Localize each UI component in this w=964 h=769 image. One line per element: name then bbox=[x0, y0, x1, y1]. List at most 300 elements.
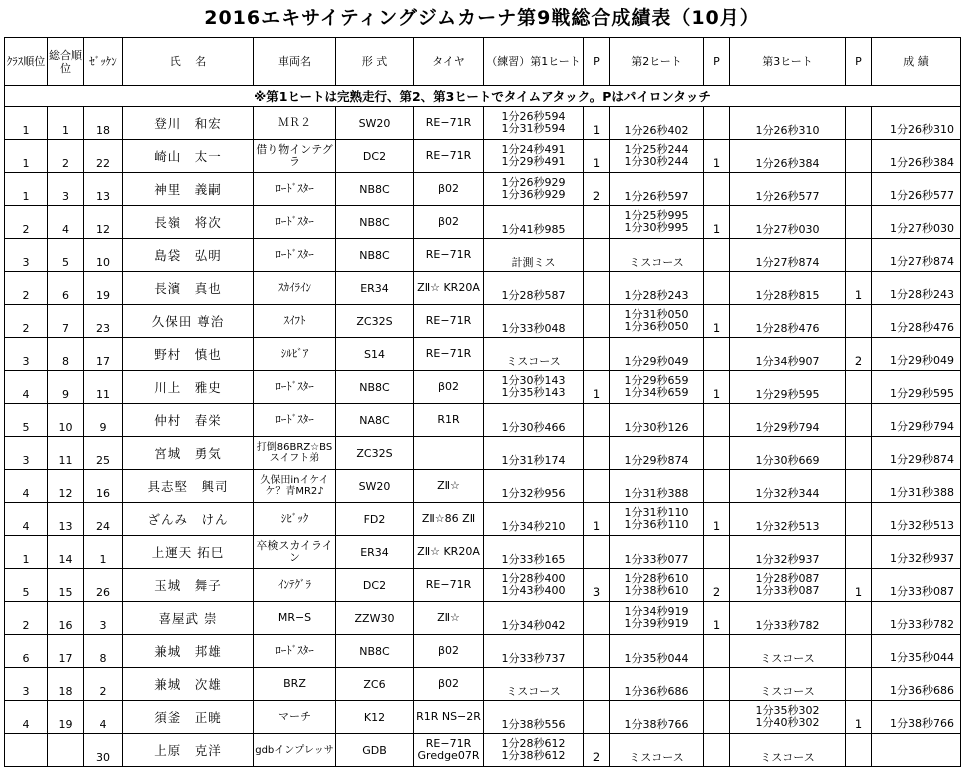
p1-cell: 1 bbox=[584, 107, 610, 140]
heat3-cell bbox=[730, 602, 846, 635]
class-rank-cell: 3 bbox=[5, 437, 48, 470]
heat3-cell bbox=[730, 569, 846, 602]
table-row bbox=[5, 107, 961, 140]
heat2-cell bbox=[610, 305, 704, 338]
heat3-cell bbox=[730, 437, 846, 470]
result-cell: 1分38秒766 bbox=[872, 701, 961, 734]
car-name-cell: BRZ bbox=[254, 668, 336, 701]
tire-cell: ZⅡ☆ KR20A bbox=[414, 272, 484, 305]
p1-cell bbox=[584, 239, 610, 272]
model-cell: ER34 bbox=[336, 536, 414, 569]
heat-time: 1分28秒476 bbox=[755, 322, 820, 335]
heat-time: 1分43秒400 bbox=[501, 584, 566, 597]
heat-time: 1分40秒302 bbox=[755, 716, 820, 729]
zekken-cell: 18 bbox=[84, 107, 123, 140]
heat-time: 1分28秒243 bbox=[624, 289, 689, 302]
overall-rank-cell: 10 bbox=[48, 404, 84, 437]
heat-time: 1分26秒929 bbox=[501, 176, 566, 189]
tire-cell: RE−71R Gredge07R bbox=[414, 734, 484, 767]
class-rank-cell: 4 bbox=[5, 371, 48, 404]
class-rank-cell: 3 bbox=[5, 668, 48, 701]
p2-cell bbox=[704, 734, 730, 767]
p1-cell bbox=[584, 635, 610, 668]
zekken-cell: 13 bbox=[84, 173, 123, 206]
zekken-cell: 1 bbox=[84, 536, 123, 569]
overall-rank-cell: 2 bbox=[48, 140, 84, 173]
heat1-cell bbox=[484, 305, 584, 338]
table-row bbox=[5, 272, 961, 305]
heat-time: 1分35秒143 bbox=[501, 386, 566, 399]
car-name-cell: ｼﾋﾞｯｸ bbox=[254, 503, 336, 536]
heat2-cell bbox=[610, 635, 704, 668]
p2-cell bbox=[704, 107, 730, 140]
zekken-cell: 10 bbox=[84, 239, 123, 272]
page-title: 2016エキサイティングジムカーナ第9戦総合成績表（10月） bbox=[204, 7, 760, 29]
table-row bbox=[5, 173, 961, 206]
heat-time: 1分29秒049 bbox=[624, 355, 689, 368]
driver-name-cell: 喜屋武 崇 bbox=[123, 602, 254, 635]
heat1-cell bbox=[484, 437, 584, 470]
car-name-cell: ﾛｰﾄﾞｽﾀｰ bbox=[254, 635, 336, 668]
zekken-cell: 3 bbox=[84, 602, 123, 635]
heat2-cell bbox=[610, 569, 704, 602]
heat1-cell bbox=[484, 701, 584, 734]
heat-time: 1分29秒659 bbox=[624, 374, 689, 387]
p3-cell bbox=[846, 668, 872, 701]
driver-name-cell: 須釜 正暁 bbox=[123, 701, 254, 734]
tire-cell: RE−71R bbox=[414, 569, 484, 602]
class-rank-cell: 4 bbox=[5, 701, 48, 734]
p3-cell bbox=[846, 536, 872, 569]
p3-cell: 1 bbox=[846, 272, 872, 305]
overall-rank-cell: 19 bbox=[48, 701, 84, 734]
class-rank-cell: 2 bbox=[5, 206, 48, 239]
model-cell: ZC6 bbox=[336, 668, 414, 701]
heat-time: 1分31秒174 bbox=[501, 454, 566, 467]
model-cell: K12 bbox=[336, 701, 414, 734]
p3-cell bbox=[846, 470, 872, 503]
heat-time: 1分29秒595 bbox=[755, 388, 820, 401]
heat1-cell bbox=[484, 470, 584, 503]
heat-time: 1分33秒048 bbox=[501, 322, 566, 335]
result-cell: 1分33秒087 bbox=[872, 569, 961, 602]
note-text: ※第1ヒートは完熟走行、第2、第3ヒートでタイムアタック。Pはパイロンタッチ bbox=[5, 86, 961, 107]
heat-time: 1分34秒042 bbox=[501, 619, 566, 632]
class-rank-cell: 5 bbox=[5, 404, 48, 437]
class-rank-cell: 1 bbox=[5, 107, 48, 140]
heat-time: 1分38秒556 bbox=[501, 718, 566, 731]
heat-time: 1分36秒050 bbox=[624, 320, 689, 333]
heat-time: ミスコース bbox=[506, 355, 561, 368]
table-row bbox=[5, 734, 961, 767]
heat3-cell bbox=[730, 668, 846, 701]
heat-time: 1分38秒766 bbox=[624, 718, 689, 731]
car-name-cell: ﾛｰﾄﾞｽﾀｰ bbox=[254, 206, 336, 239]
result-cell: 1分29秒794 bbox=[872, 404, 961, 437]
heat1-cell bbox=[484, 371, 584, 404]
heat2-cell bbox=[610, 173, 704, 206]
header-car: 車両名 bbox=[254, 38, 336, 86]
heat-time: 1分34秒210 bbox=[501, 520, 566, 533]
car-name-cell: MR−S bbox=[254, 602, 336, 635]
model-cell: NB8C bbox=[336, 635, 414, 668]
driver-name-cell: 玉城 舞子 bbox=[123, 569, 254, 602]
model-cell: NB8C bbox=[336, 206, 414, 239]
class-rank-cell bbox=[5, 734, 48, 767]
heat-time: 1分28秒587 bbox=[501, 289, 566, 302]
table-row bbox=[5, 140, 961, 173]
model-cell: ER34 bbox=[336, 272, 414, 305]
overall-rank-cell: 16 bbox=[48, 602, 84, 635]
car-name-cell: 卒検スカイライン bbox=[254, 536, 336, 569]
result-cell: 1分36秒686 bbox=[872, 668, 961, 701]
p2-cell bbox=[704, 239, 730, 272]
car-name-cell: ﾛｰﾄﾞｽﾀｰ bbox=[254, 173, 336, 206]
heat2-cell bbox=[610, 371, 704, 404]
result-cell: 1分28秒243 bbox=[872, 272, 961, 305]
heat1-cell bbox=[484, 272, 584, 305]
p2-cell bbox=[704, 536, 730, 569]
model-cell: NB8C bbox=[336, 239, 414, 272]
overall-rank-cell: 7 bbox=[48, 305, 84, 338]
p3-cell bbox=[846, 239, 872, 272]
header-tire: タイヤ bbox=[414, 38, 484, 86]
p2-cell bbox=[704, 470, 730, 503]
overall-rank-cell bbox=[48, 734, 84, 767]
p2-cell bbox=[704, 668, 730, 701]
tire-cell: RE−71R bbox=[414, 338, 484, 371]
heat3-cell bbox=[730, 536, 846, 569]
heat-time: 1分26秒594 bbox=[501, 110, 566, 123]
overall-rank-cell: 12 bbox=[48, 470, 84, 503]
heat-time: 1分41秒985 bbox=[501, 223, 566, 236]
driver-name-cell: 長濱 真也 bbox=[123, 272, 254, 305]
table-row bbox=[5, 338, 961, 371]
heat2-cell bbox=[610, 602, 704, 635]
heat3-cell bbox=[730, 635, 846, 668]
model-cell: ZC32S bbox=[336, 437, 414, 470]
heat-time: 1分29秒491 bbox=[501, 155, 566, 168]
car-name-cell: ﾛｰﾄﾞｽﾀｰ bbox=[254, 404, 336, 437]
results-table bbox=[4, 37, 961, 767]
heat3-cell bbox=[730, 173, 846, 206]
zekken-cell: 30 bbox=[84, 734, 123, 767]
p1-cell bbox=[584, 602, 610, 635]
heat2-cell bbox=[610, 206, 704, 239]
table-row bbox=[5, 239, 961, 272]
overall-rank-cell: 3 bbox=[48, 173, 84, 206]
heat3-cell bbox=[730, 239, 846, 272]
heat1-cell bbox=[484, 107, 584, 140]
heat-time: 1分36秒110 bbox=[624, 518, 689, 531]
heat1-cell bbox=[484, 635, 584, 668]
zekken-cell: 12 bbox=[84, 206, 123, 239]
header-heat1: （練習）第1ヒート bbox=[484, 38, 584, 86]
p3-cell bbox=[846, 437, 872, 470]
p3-cell bbox=[846, 173, 872, 206]
heat1-cell bbox=[484, 569, 584, 602]
heat1-cell bbox=[484, 140, 584, 173]
heat-time: 1分28秒087 bbox=[755, 572, 820, 585]
heat-time: 1分27秒874 bbox=[755, 256, 820, 269]
heat-time: 1分28秒400 bbox=[501, 572, 566, 585]
result-cell: 1分29秒049 bbox=[872, 338, 961, 371]
driver-name-cell: 川上 雅史 bbox=[123, 371, 254, 404]
heat1-cell bbox=[484, 404, 584, 437]
driver-name-cell: 仲村 春栄 bbox=[123, 404, 254, 437]
driver-name-cell: 具志堅 興司 bbox=[123, 470, 254, 503]
heat-time: 1分25秒995 bbox=[624, 209, 689, 222]
heat3-cell bbox=[730, 470, 846, 503]
car-name-cell: ｲﾝﾃｸﾞﾗ bbox=[254, 569, 336, 602]
class-rank-cell: 4 bbox=[5, 503, 48, 536]
heat2-cell bbox=[610, 668, 704, 701]
heat1-cell bbox=[484, 338, 584, 371]
heat-time: 1分29秒794 bbox=[755, 421, 820, 434]
heat-time: 1分38秒612 bbox=[501, 749, 566, 762]
p3-cell bbox=[846, 305, 872, 338]
car-name-cell: マーチ bbox=[254, 701, 336, 734]
p2-cell bbox=[704, 338, 730, 371]
p2-cell: 2 bbox=[704, 569, 730, 602]
heat3-cell bbox=[730, 140, 846, 173]
heat-time: 1分35秒302 bbox=[755, 704, 820, 717]
header-heat2: 第2ヒート bbox=[610, 38, 704, 86]
heat2-cell bbox=[610, 701, 704, 734]
class-rank-cell: 1 bbox=[5, 173, 48, 206]
p1-cell: 1 bbox=[584, 371, 610, 404]
heat2-cell bbox=[610, 272, 704, 305]
driver-name-cell: 宮城 勇気 bbox=[123, 437, 254, 470]
p1-cell: 3 bbox=[584, 569, 610, 602]
table-row bbox=[5, 569, 961, 602]
driver-name-cell: 兼城 次雄 bbox=[123, 668, 254, 701]
zekken-cell: 19 bbox=[84, 272, 123, 305]
table-row bbox=[5, 635, 961, 668]
class-rank-cell: 2 bbox=[5, 272, 48, 305]
model-cell: NA8C bbox=[336, 404, 414, 437]
p2-cell: 1 bbox=[704, 503, 730, 536]
result-cell bbox=[872, 734, 961, 767]
model-cell: GDB bbox=[336, 734, 414, 767]
result-cell: 1分26秒384 bbox=[872, 140, 961, 173]
model-cell: NB8C bbox=[336, 173, 414, 206]
car-name-cell: ｽｶｲﾗｲﾝ bbox=[254, 272, 336, 305]
tire-cell: β02 bbox=[414, 635, 484, 668]
heat-time: 1分33秒737 bbox=[501, 652, 566, 665]
heat-time: 1分33秒782 bbox=[755, 619, 820, 632]
driver-name-cell: 久保田 尊治 bbox=[123, 305, 254, 338]
tire-cell: ZⅡ☆ bbox=[414, 602, 484, 635]
zekken-cell: 9 bbox=[84, 404, 123, 437]
p1-cell bbox=[584, 668, 610, 701]
p3-cell bbox=[846, 503, 872, 536]
heat-time: ミスコース bbox=[760, 685, 815, 698]
zekken-cell: 11 bbox=[84, 371, 123, 404]
heat-time: 1分31秒388 bbox=[624, 487, 689, 500]
p2-cell: 1 bbox=[704, 305, 730, 338]
p2-cell bbox=[704, 437, 730, 470]
p2-cell bbox=[704, 635, 730, 668]
heat-time: 1分28秒815 bbox=[755, 289, 820, 302]
car-name-cell: 借り物インテグラ bbox=[254, 140, 336, 173]
overall-rank-cell: 5 bbox=[48, 239, 84, 272]
overall-rank-cell: 9 bbox=[48, 371, 84, 404]
heat1-cell bbox=[484, 668, 584, 701]
heat2-cell bbox=[610, 734, 704, 767]
heat3-cell bbox=[730, 701, 846, 734]
p1-cell bbox=[584, 470, 610, 503]
header-p3: P bbox=[846, 38, 872, 86]
result-cell: 1分28秒476 bbox=[872, 305, 961, 338]
p3-cell bbox=[846, 371, 872, 404]
tire-cell bbox=[414, 437, 484, 470]
tire-cell: ZⅡ☆86 ZⅡ bbox=[414, 503, 484, 536]
heat-time: 1分28秒612 bbox=[501, 737, 566, 750]
heat-time: ミスコース bbox=[760, 751, 815, 764]
tire-cell: β02 bbox=[414, 668, 484, 701]
header-class-rank: ｸﾗｽ順位 bbox=[5, 38, 48, 86]
model-cell: ZC32S bbox=[336, 305, 414, 338]
driver-name-cell: 長嶺 将次 bbox=[123, 206, 254, 239]
heat2-cell bbox=[610, 107, 704, 140]
heat3-cell bbox=[730, 272, 846, 305]
result-cell: 1分29秒595 bbox=[872, 371, 961, 404]
car-name-cell: ｽｲﾌﾄ bbox=[254, 305, 336, 338]
p1-cell bbox=[584, 701, 610, 734]
tire-cell: RE−71R bbox=[414, 140, 484, 173]
heat-time: 1分26秒577 bbox=[755, 190, 820, 203]
heat-time: 1分30秒669 bbox=[755, 454, 820, 467]
driver-name-cell: 登川 和宏 bbox=[123, 107, 254, 140]
car-name-cell: 久保田inイケイケ？青MR2♪ bbox=[254, 470, 336, 503]
heat-time: ミスコース bbox=[629, 256, 684, 269]
result-cell: 1分32秒937 bbox=[872, 536, 961, 569]
p1-cell bbox=[584, 404, 610, 437]
result-cell: 1分32秒513 bbox=[872, 503, 961, 536]
p2-cell: 1 bbox=[704, 371, 730, 404]
p2-cell bbox=[704, 404, 730, 437]
heat2-cell bbox=[610, 404, 704, 437]
result-cell: 1分26秒310 bbox=[872, 107, 961, 140]
p3-cell bbox=[846, 206, 872, 239]
heat-time: 1分30秒143 bbox=[501, 374, 566, 387]
overall-rank-cell: 18 bbox=[48, 668, 84, 701]
model-cell: S14 bbox=[336, 338, 414, 371]
car-name-cell: 打倒86BRZ☆BSスイフト弟 bbox=[254, 437, 336, 470]
heat2-cell bbox=[610, 503, 704, 536]
heat-time: ミスコース bbox=[506, 685, 561, 698]
tire-cell: β02 bbox=[414, 371, 484, 404]
driver-name-cell: 野村 慎也 bbox=[123, 338, 254, 371]
note-row bbox=[5, 86, 961, 107]
heat1-cell bbox=[484, 602, 584, 635]
header-result: 成 績 bbox=[872, 38, 961, 86]
heat-time: 1分25秒244 bbox=[624, 143, 689, 156]
table-row bbox=[5, 503, 961, 536]
heat-time: ミスコース bbox=[629, 751, 684, 764]
zekken-cell: 26 bbox=[84, 569, 123, 602]
heat-time: 1分38秒610 bbox=[624, 584, 689, 597]
heat2-cell bbox=[610, 338, 704, 371]
driver-name-cell: 崎山 太一 bbox=[123, 140, 254, 173]
header-heat3: 第3ヒート bbox=[730, 38, 846, 86]
zekken-cell: 22 bbox=[84, 140, 123, 173]
p1-cell: 2 bbox=[584, 173, 610, 206]
class-rank-cell: 3 bbox=[5, 338, 48, 371]
p1-cell bbox=[584, 338, 610, 371]
p1-cell: 2 bbox=[584, 734, 610, 767]
heat1-cell bbox=[484, 173, 584, 206]
result-cell: 1分35秒044 bbox=[872, 635, 961, 668]
overall-rank-cell: 13 bbox=[48, 503, 84, 536]
p2-cell: 1 bbox=[704, 140, 730, 173]
overall-rank-cell: 8 bbox=[48, 338, 84, 371]
heat-time: 1分34秒659 bbox=[624, 386, 689, 399]
heat1-cell bbox=[484, 536, 584, 569]
heat3-cell bbox=[730, 371, 846, 404]
heat1-cell bbox=[484, 503, 584, 536]
heat3-cell bbox=[730, 338, 846, 371]
heat-time: 1分33秒077 bbox=[624, 553, 689, 566]
table-row bbox=[5, 602, 961, 635]
heat1-cell bbox=[484, 239, 584, 272]
heat-time: 1分31秒594 bbox=[501, 122, 566, 135]
zekken-cell: 23 bbox=[84, 305, 123, 338]
heat-time: 1分32秒344 bbox=[755, 487, 820, 500]
class-rank-cell: 4 bbox=[5, 470, 48, 503]
model-cell: DC2 bbox=[336, 140, 414, 173]
heat-time: 1分26秒310 bbox=[755, 124, 820, 137]
overall-rank-cell: 1 bbox=[48, 107, 84, 140]
p3-cell bbox=[846, 602, 872, 635]
zekken-cell: 17 bbox=[84, 338, 123, 371]
overall-rank-cell: 4 bbox=[48, 206, 84, 239]
heat-time: 1分30秒126 bbox=[624, 421, 689, 434]
p3-cell bbox=[846, 140, 872, 173]
p1-cell bbox=[584, 437, 610, 470]
model-cell: ZZW30 bbox=[336, 602, 414, 635]
p1-cell bbox=[584, 305, 610, 338]
zekken-cell: 24 bbox=[84, 503, 123, 536]
header-row bbox=[5, 38, 961, 86]
zekken-cell: 4 bbox=[84, 701, 123, 734]
table-row bbox=[5, 668, 961, 701]
class-rank-cell: 2 bbox=[5, 305, 48, 338]
header-p1: P bbox=[584, 38, 610, 86]
table-row bbox=[5, 470, 961, 503]
tire-cell: ZⅡ☆ bbox=[414, 470, 484, 503]
tire-cell: R1R bbox=[414, 404, 484, 437]
p3-cell bbox=[846, 107, 872, 140]
p3-cell: 1 bbox=[846, 569, 872, 602]
tire-cell: RE−71R bbox=[414, 107, 484, 140]
tire-cell: β02 bbox=[414, 173, 484, 206]
overall-rank-cell: 14 bbox=[48, 536, 84, 569]
heat-time: 1分30秒466 bbox=[501, 421, 566, 434]
p3-cell bbox=[846, 635, 872, 668]
class-rank-cell: 3 bbox=[5, 239, 48, 272]
overall-rank-cell: 15 bbox=[48, 569, 84, 602]
driver-name-cell: 上運天 拓巳 bbox=[123, 536, 254, 569]
zekken-cell: 2 bbox=[84, 668, 123, 701]
heat-time: 計測ミス bbox=[511, 256, 556, 269]
heat1-cell bbox=[484, 734, 584, 767]
p2-cell: 1 bbox=[704, 206, 730, 239]
heat-time: 1分36秒686 bbox=[624, 685, 689, 698]
p2-cell bbox=[704, 701, 730, 734]
header-p2: P bbox=[704, 38, 730, 86]
